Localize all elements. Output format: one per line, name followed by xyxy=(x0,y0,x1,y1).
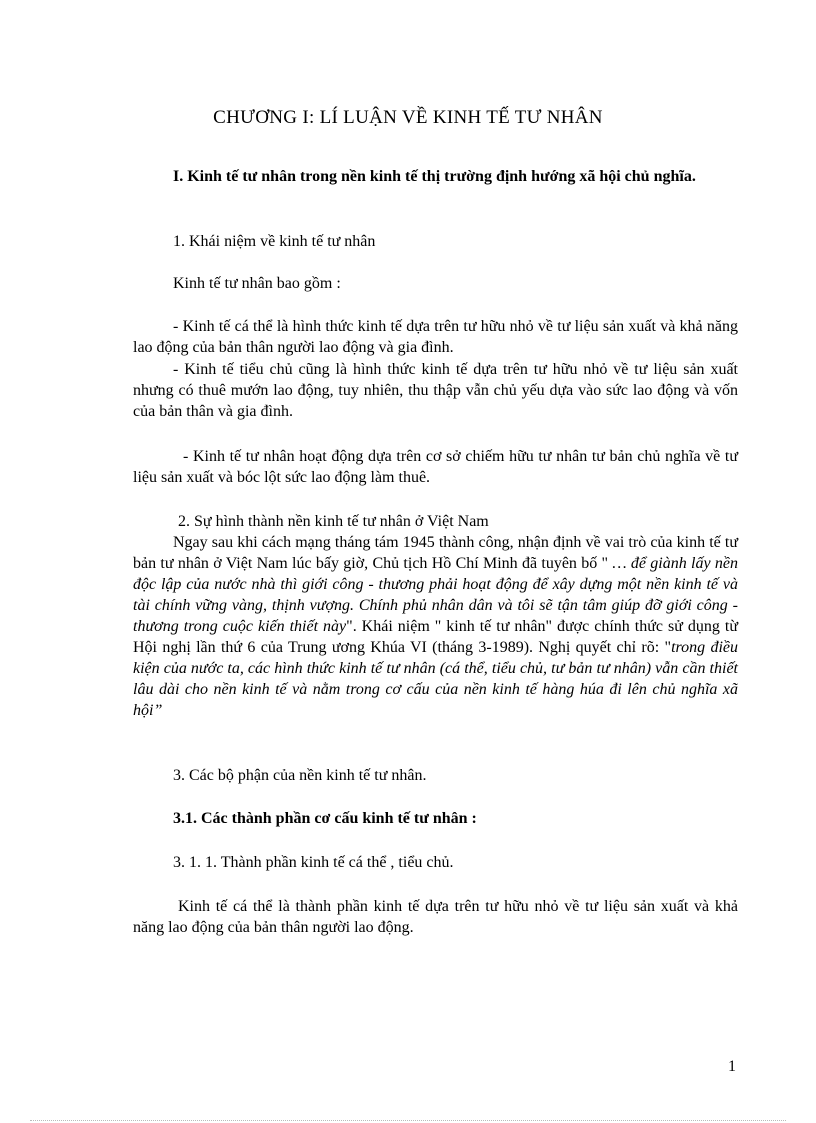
subsection-heading-3-1-1: 3. 1. 1. Thành phần kinh tế cá thể , tiểu chủ. xyxy=(173,854,454,871)
subsection-heading-1-2: 2. Sự hình thành nền kinh tế tư nhân ở Việt Nam xyxy=(178,513,489,530)
resolution-quote: trong điều kiện của nước ta, các hình thức kinh tế tư nhân (cá thể, tiểu chủ, tư bản tư nhân) vẫn cần thiết lâu dài cho nền kinh tế và nằm trong cơ cấu của nền kinh tế hàng húa đi lên chủ nghĩa xã hội” xyxy=(133,639,739,719)
section-heading-1: I. Kinh tế tư nhân trong nền kinh tế thị trường định hướng xã hội chủ nghĩa. xyxy=(173,168,696,185)
subsection-heading-1-3: 3. Các bộ phận của nền kinh tế tư nhân. xyxy=(173,767,427,784)
ho-chi-minh-quote: … để giành lấy nền độc lập của nước nhà thì giới công - thương phải hoạt động để xây dựng một nền kinh tế và tài chính vững vàng, thịnh vượng. Chính phủ nhân dân và tôi sẽ tận tâm giúp đỡ giới công - thương trong cuộc kiến thiết này xyxy=(133,555,739,635)
page-number: 1 xyxy=(728,1058,736,1075)
bullet-paragraph-1: - Kinh tế cá thể là hình thức kinh tế dựa trên tư hữu nhỏ về tư liệu sản xuất và khả năng lao động của bản thân người lao động và gia đình. xyxy=(133,318,738,356)
history-paragraph xyxy=(133,532,738,721)
body-paragraph-3-1-1: Kinh tế cá thể là thành phần kinh tế dựa trên tư hữu nhỏ về tư liệu sản xuất và khả năng lao động của bản thân người lao động. xyxy=(133,898,738,936)
history-text-2: ". Khái niệm " kinh tế tư nhân" được chính thức sử dụng từ Hội nghị lần thứ 6 của Trung ương Khúa VI (tháng 3-1989). Nghị quyết chỉ rõ: " xyxy=(133,618,738,656)
chapter-title: CHƯƠNG I: LÍ LUẬN VỀ KINH TẾ TƯ NHÂN xyxy=(213,107,603,128)
subsection-heading-1-1: 1. Khái niệm về kinh tế tư nhân xyxy=(173,233,376,250)
history-text-1: Ngay sau khi cách mạng tháng tám 1945 thành công, nhận định về vai trò của kinh tế tư bản tư nhân ở Việt Nam lúc bấy giờ, Chủ tịch Hồ Chí Minh đã tuyên bố " xyxy=(133,534,738,572)
paragraph-intro: Kinh tế tư nhân bao gồm : xyxy=(173,275,341,292)
bullet-paragraph-3: - Kinh tế tư nhân hoạt động dựa trên cơ sở chiếm hữu tư nhân tư bản chủ nghĩa về tư liệu sản xuất và bóc lột sức lao động làm thuê. xyxy=(133,448,738,486)
page-bottom-divider xyxy=(30,1120,786,1121)
bullet-paragraph-2: - Kinh tế tiểu chủ cũng là hình thức kinh tế dựa trên tư hữu nhỏ về tư liệu sản xuất nhưng có thuê mướn lao động, tuy nhiên, thu thập vẫn chủ yếu dựa vào sức lao động và vốn của bản thân và gia đình. xyxy=(133,361,738,420)
subsection-heading-3-1: 3.1. Các thành phần cơ cấu kinh tế tư nhân : xyxy=(173,810,477,827)
